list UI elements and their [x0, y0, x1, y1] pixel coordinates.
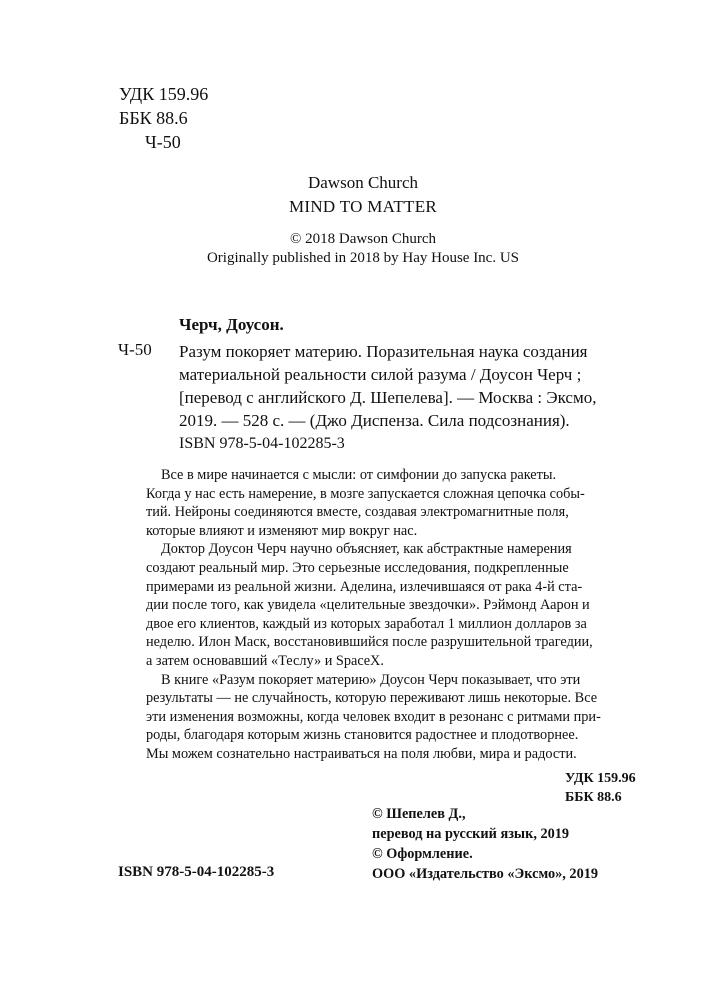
bibliographic-line: [перевод с английского Д. Шепелева]. — Москва : Эксмо,: [179, 388, 597, 407]
annotation-line: неделю. Илон Маск, восстановившийся после разрушительной трагедии,: [146, 634, 593, 651]
annotation-bbk: ББК 88.6: [565, 790, 622, 805]
udk-block: [119, 82, 208, 154]
bibliographic-line: материальной реальности силой разума / Доусон Черч ;: [179, 365, 582, 384]
catalog-isbn: ISBN 978-5-04-102285-3: [179, 435, 345, 452]
annotation-line: роды, благодаря которым жизнь становится радостнее и плодотворнее.: [146, 727, 579, 744]
bibliographic-line: Разум покоряет материю. Поразительная наука создания: [179, 342, 588, 361]
annotation-line: тий. Нейроны соединяются вместе, создавая электромагнитные поля,: [146, 504, 569, 521]
bibliographic-entry: [179, 340, 639, 432]
annotation: [146, 466, 640, 764]
rights-publisher: ООО «Издательство «Эксмо», 2019: [372, 866, 599, 882]
catalog-author-heading: Черч, Доусон.: [179, 315, 284, 334]
original-author: Dawson Church: [307, 173, 418, 192]
original-copyright: © 2018 Dawson Church: [290, 231, 436, 247]
rights-translator: © Шепелев Д.,: [372, 806, 466, 822]
rights-block: [372, 804, 598, 884]
annotation-line: которые влияют и изменяют мир вокруг нас.: [146, 522, 418, 539]
rights-design: © Оформление.: [372, 846, 473, 862]
annotation-line: Мы можем сознательно настраиваться на поля любви, мира и радости.: [146, 745, 577, 762]
catalog-author-mark: Ч-50: [118, 340, 152, 359]
annotation-line: Когда у нас есть намерение, в мозге запускается сложная цепочка собы-: [146, 485, 585, 502]
bibliographic-line: 2019. — 528 с. — (Джо Диспенза. Сила подсознания).: [179, 411, 570, 430]
udk-code: УДК 159.96: [119, 84, 209, 104]
rights-translation: перевод на русский язык, 2019: [372, 826, 570, 842]
author-mark: Ч-50: [145, 132, 181, 152]
annotation-line: дии после того, как увидела «целительные звездочки». Рэймонд Аарон и: [146, 597, 590, 614]
original-title: MIND TO MATTER: [288, 197, 438, 216]
annotation-classification: [565, 769, 636, 807]
annotation-udk: УДК 159.96: [565, 771, 636, 786]
original-publication-note: Originally published in 2018 by Hay House Inc. US: [206, 250, 520, 266]
annotation-line: а затем основавший «Теслу» и SpaceX.: [146, 652, 384, 669]
annotation-line: примерами из реальной жизни. Аделина, излечившаяся от рака 4-й ста-: [146, 578, 583, 595]
annotation-line: создают реальный мир. Это серьезные исследования, подкрепленные: [146, 559, 569, 576]
annotation-line: двое его клиентов, каждый из которых заработал 1 миллион долларов за: [146, 615, 587, 632]
annotation-line: Доктор Доусон Черч научно объясняет, как абстрактные намерения: [161, 541, 572, 558]
annotation-line: В книге «Разум покоряет материю» Доусон Черч показывает, что эти: [161, 671, 581, 688]
annotation-line: эти изменения возможны, когда человек входит в резонанс с ритмами при-: [146, 708, 601, 725]
annotation-line: результаты — не случайность, которую переживают лишь некоторые. Все: [146, 690, 598, 707]
annotation-line: Все в мире начинается с мысли: от симфонии до запуска ракеты.: [161, 467, 557, 483]
bbk-code: ББК 88.6: [119, 108, 188, 128]
footer-isbn: ISBN 978-5-04-102285-3: [118, 864, 275, 880]
